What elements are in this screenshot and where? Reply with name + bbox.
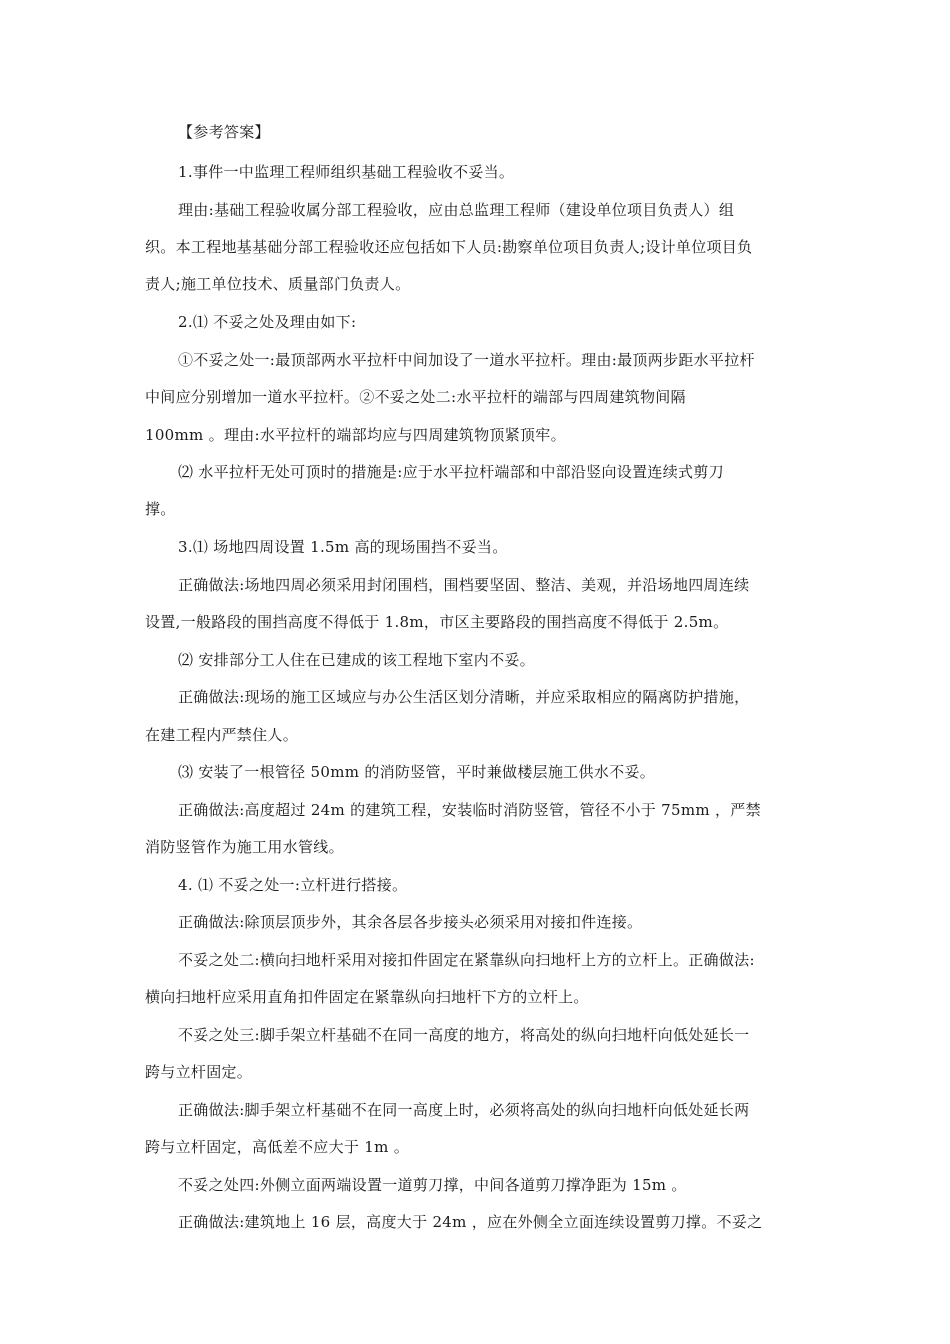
paragraph-line: 跨与立杆固定。 xyxy=(145,1063,253,1081)
paragraph-line: 正确做法:除顶层顶步外，其余各层各步接头必须采用对接扣件连接。 xyxy=(178,913,643,931)
paragraph-line: 4. ⑴ 不妥之处一:立杆进行搭接。 xyxy=(178,876,408,894)
paragraph-line: 跨与立杆固定，高低差不应大于 1m 。 xyxy=(145,1138,410,1156)
paragraph-line: 理由:基础工程验收属分部工程验收，应由总监理工程师（建设单位项目负责人）组 xyxy=(178,201,735,219)
paragraph-line: 消防竖管作为施工用水管线。 xyxy=(145,838,344,856)
paragraph-line: 正确做法:高度超过 24m 的建筑工程，安装临时消防竖管，管径不小于 75mm ，严禁 xyxy=(178,801,761,819)
paragraph-line: ①不妥之处一:最顶部两水平拉杆中间加设了一道水平拉杆。理由:最顶两步距水平拉杆 xyxy=(178,351,755,369)
paragraph-line: 责人;施工单位技术、质量部门负责人。 xyxy=(145,275,411,293)
paragraph-line: 正确做法:现场的施工区域应与办公生活区划分清晰，并应采取相应的隔离防护措施， xyxy=(178,688,750,706)
paragraph-line: 不妥之处四:外侧立面两端设置一道剪刀撑，中间各道剪刀撑净距为 15m 。 xyxy=(178,1176,687,1194)
paragraph-line: 1.事件一中监理工程师组织基础工程验收不妥当。 xyxy=(178,163,515,181)
paragraph-line: 横向扫地杆应采用直角扣件固定在紧靠纵向扫地杆下方的立杆上。 xyxy=(145,988,589,1006)
paragraph-line: 中间应分别增加一道水平拉杆。②不妥之处二:水平拉杆的端部与四周建筑物间隔 xyxy=(145,388,686,406)
paragraph-line: 正确做法:建筑地上 16 层，高度大于 24m ，应在外侧全立面连续设置剪刀撑。不妥之 xyxy=(178,1213,763,1231)
paragraph-line: 不妥之处二:横向扫地杆采用对接扣件固定在紧靠纵向扫地杆上方的立杆上。正确做法: xyxy=(178,951,755,969)
paragraph-line: 设置,一般路段的围挡高度不得低于 1.8m，市区主要路段的围挡高度不得低于 2.5m。 xyxy=(145,613,729,631)
paragraph-line: ⑵ 安排部分工人住在已建成的该工程地下室内不妥。 xyxy=(178,651,535,669)
answer-heading: 【参考答案】 xyxy=(178,123,270,141)
paragraph-line: 在建工程内严禁住人。 xyxy=(145,726,299,744)
paragraph-line: 不妥之处三:脚手架立杆基础不在同一高度的地方，将高处的纵向扫地杆向低处延长一 xyxy=(178,1026,750,1044)
paragraph-line: 织。本工程地基基础分部工程验收还应包括如下人员:勘察单位项目负责人;设计单位项目负 xyxy=(145,238,753,256)
paragraph-line: 2.⑴ 不妥之处及理由如下: xyxy=(178,313,357,331)
paragraph-line: ⑶ 安装了一根管径 50mm 的消防竖管，平时兼做楼层施工供水不妥。 xyxy=(178,763,656,781)
paragraph-line: ⑵ 水平拉杆无处可顶时的措施是:应于水平拉杆端部和中部沿竖向设置连续式剪刀 xyxy=(178,463,724,481)
paragraph-line: 正确做法:脚手架立杆基础不在同一高度上时，必须将高处的纵向扫地杆向低处延长两 xyxy=(178,1101,750,1119)
paragraph-line: 正确做法:场地四周必须采用封闭围档，围档要坚固、整洁、美观，并沿场地四周连续 xyxy=(178,576,750,594)
paragraph-line: 3.⑴ 场地四周设置 1.5m 高的现场围挡不妥当。 xyxy=(178,538,508,556)
paragraph-line: 100mm 。理由:水平拉杆的端部均应与四周建筑物顶紧顶牢。 xyxy=(145,426,566,444)
paragraph-line: 撑。 xyxy=(145,500,176,518)
